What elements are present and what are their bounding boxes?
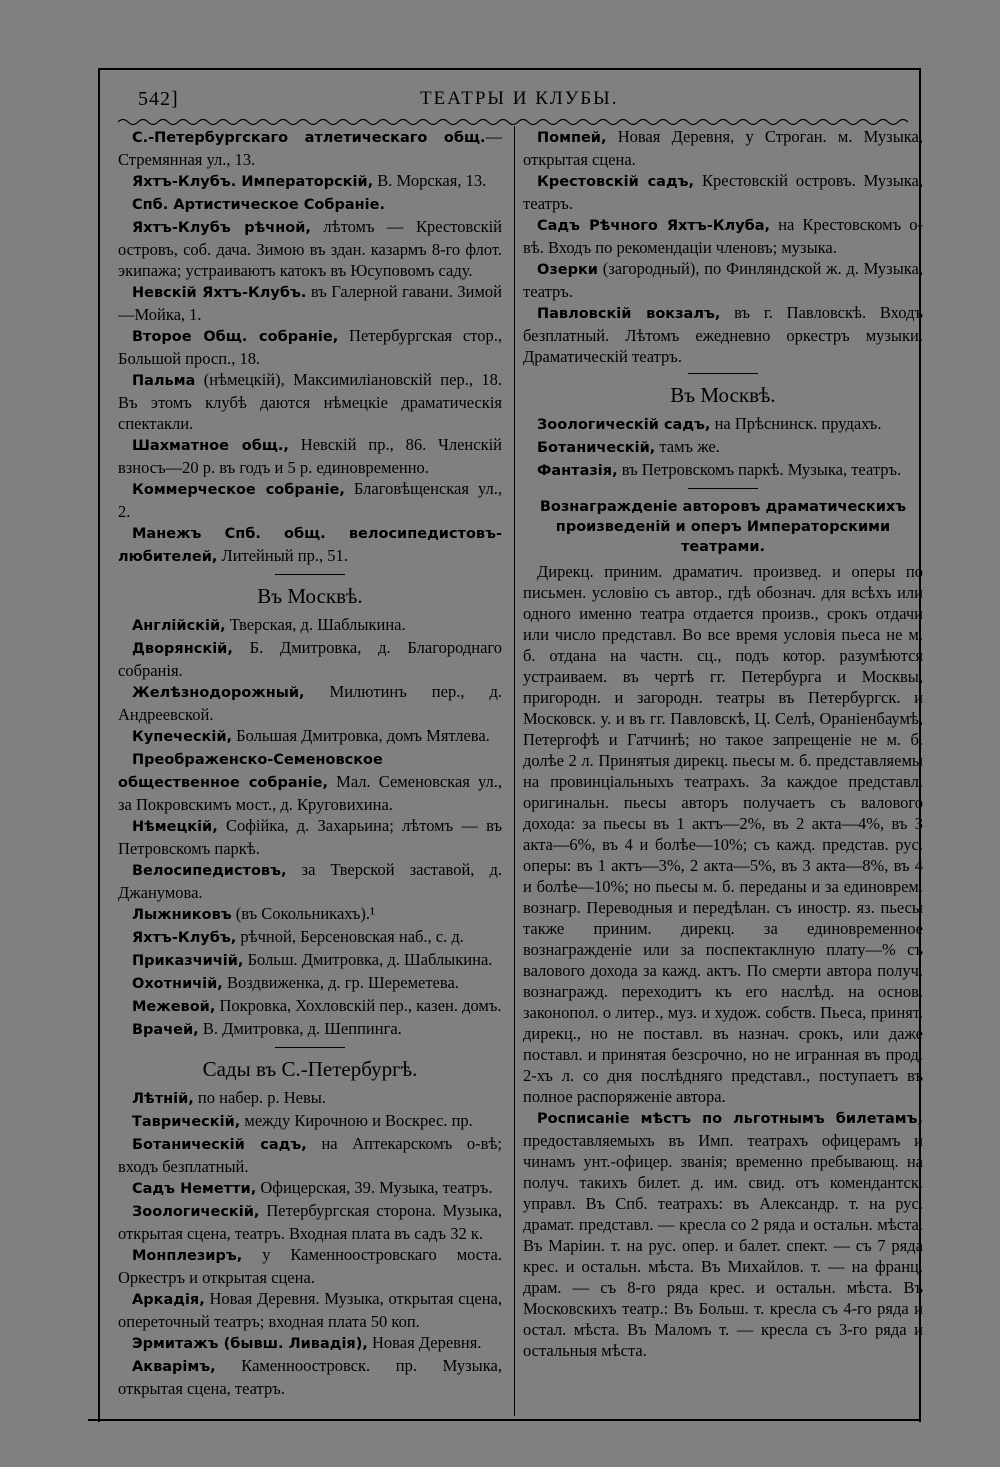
directory-entry xyxy=(118,614,502,637)
directory-entry xyxy=(523,436,923,459)
entry-details: Новая Деревня, у Строган. м. Музыка, открытая сцена. xyxy=(523,127,923,169)
separator-rule xyxy=(275,574,345,575)
directory-entry xyxy=(523,302,923,367)
entry-details: Литейный пр., 51. xyxy=(217,546,348,565)
entry-name: Желѣзнодорожный, xyxy=(132,685,305,701)
entry-details: лѣтомъ — Крестовскій островъ, соб. дача. Зимою въ здан. казармъ 8-го флот. экипажа; устраиваютъ катокъ въ Юсуповомъ саду. xyxy=(118,217,502,280)
entry-name: Приказчичій, xyxy=(132,953,244,969)
entry-details: Больш. Дмитровка, д. Шаблыкина. xyxy=(243,950,493,969)
entry-details: Тверская, д. Шаблыкина. xyxy=(225,615,406,634)
entry-name: Таврическій, xyxy=(132,1114,241,1130)
entry-name: Врачей, xyxy=(132,1022,199,1038)
spb-clubs-list xyxy=(118,126,502,568)
entry-details: Софійка, д. Захарьина; лѣтомъ — въ Петровскомъ паркѣ. xyxy=(118,816,502,858)
entry-name: Зоологическій, xyxy=(132,1204,260,1220)
directory-entry xyxy=(118,859,502,903)
entry-details: (загородный), по Финляндской ж. д. Музыка, театръ. xyxy=(523,259,923,301)
entry-name: Зоологическій садъ, xyxy=(537,417,711,433)
directory-entry xyxy=(118,995,502,1018)
seats-paragraph xyxy=(523,1107,923,1361)
directory-entry xyxy=(118,926,502,949)
directory-entry xyxy=(523,413,923,436)
seats-text: предоставляемыхъ въ Имп. театрахъ офицерамъ и чинамъ унт.-офицер. званія; временно пребывающ. на получ. такихъ билет. д. им. свид. отъ комендантск. управл. Въ Спб. театрахъ: въ Александр. т. на рус. драмат. представл. — кресла со 2 ряда и остальн. мѣста. Въ Маріин. т. на рус. опер. и балет. спект. — съ 7 ряда крес. и остальн. мѣста. Въ Михайлов. т. — на франц. драм. — съ 8-го ряда крес. и остальн. мѣста. Въ Московскихъ театр.: Въ Больш. т. кресла съ 4-го ряда и остал. мѣста. Въ Маломъ т. — кресла съ 3-го ряда и остальныя мѣста. xyxy=(523,1131,923,1360)
directory-entry xyxy=(118,903,502,926)
entry-details: по набер. р. Невы. xyxy=(193,1088,327,1107)
entry-details: Петербургская стор., Большой просп., 18. xyxy=(118,326,502,368)
spb-gardens-list-cont xyxy=(523,126,923,367)
entry-details: (въ Сокольникахъ).¹ xyxy=(231,904,375,923)
entry-details: Воздвиженка, д. гр. Шереметева. xyxy=(222,973,459,992)
entry-name: Второе Общ. собраніе, xyxy=(132,329,339,345)
entry-details: Каменноостровск. пр. Музыка, открытая сцена, театръ. xyxy=(118,1356,502,1398)
entry-name: Садъ Неметти, xyxy=(132,1181,257,1197)
directory-entry xyxy=(118,681,502,725)
entry-details: Офицерская, 39. Музыка, театръ. xyxy=(256,1178,493,1197)
directory-entry xyxy=(118,325,502,369)
entry-name: Помпей, xyxy=(537,130,607,146)
entry-details: за Тверской заставой, д. Джанумова. xyxy=(118,860,502,902)
moscow-gardens-heading: Въ Москвѣ. xyxy=(670,383,776,407)
entry-name: Велосипедистовъ, xyxy=(132,863,287,879)
right-column xyxy=(523,126,923,1361)
directory-entry xyxy=(118,1288,502,1332)
directory-entry xyxy=(118,815,502,859)
directory-entry xyxy=(118,637,502,681)
entry-name: Купеческій, xyxy=(132,729,233,745)
entry-details: на Крестовскомъ о-вѣ. Входъ по рекомендаціи членовъ; музыка. xyxy=(523,215,924,257)
entry-name: Нѣмецкій, xyxy=(132,819,218,835)
bottom-rule xyxy=(88,1419,920,1421)
entry-name: Эрмитажъ (бывш. Ливадія), xyxy=(132,1336,368,1352)
directory-entry xyxy=(118,170,502,193)
directory-entry xyxy=(118,1110,502,1133)
column-divider xyxy=(514,126,515,1416)
entry-name: Акварімъ, xyxy=(132,1359,216,1375)
entry-name: Шахматное общ., xyxy=(132,438,289,454)
entry-details: рѣчной, Берсеновская наб., с. д. xyxy=(236,927,464,946)
directory-entry xyxy=(118,1244,502,1288)
entry-name: Невскій Яхтъ-Клубъ. xyxy=(132,285,307,301)
directory-entry xyxy=(118,1087,502,1110)
entry-details: тамъ же. xyxy=(655,437,720,456)
directory-entry xyxy=(523,126,923,170)
separator-rule xyxy=(275,1047,345,1048)
entry-details: Невскій пр., 86. Членскій взносъ—20 р. въ годъ и 5 р. единовременно. xyxy=(118,435,502,477)
entry-details: между Кирочною и Воскрес. пр. xyxy=(240,1111,473,1130)
directory-entry xyxy=(118,972,502,995)
entry-name: Аркадія, xyxy=(132,1292,205,1308)
entry-name: Ботаническій, xyxy=(537,440,656,456)
entry-details: Б. Дмитровка, д. Благороднаго собранія. xyxy=(118,638,502,680)
entry-name: Манежъ Спб. общ. велосипедистовъ-любителей, xyxy=(118,526,502,565)
directory-entry xyxy=(523,170,923,214)
entry-details: В. Дмитровка, д. Шеппинга. xyxy=(198,1019,402,1038)
entry-details: Новая Деревня. xyxy=(367,1333,482,1352)
directory-entry xyxy=(118,748,502,815)
moscow-clubs-list xyxy=(118,614,502,1041)
entry-name: С.-Петербургскаго атлетическаго общ. xyxy=(132,130,486,146)
directory-entry xyxy=(118,522,502,568)
directory-entry xyxy=(118,725,502,748)
entry-details: Благовѣщенская ул., 2. xyxy=(118,479,502,521)
entry-name: Спб. Артистическое Собраніе. xyxy=(132,197,385,213)
entry-details: В. Морская, 13. xyxy=(373,171,487,190)
entry-name: Лѣтній, xyxy=(132,1091,194,1107)
entry-details: въ Галерной гавани. Зимой—Мойка, 1. xyxy=(118,282,502,324)
directory-entry xyxy=(118,434,502,478)
entry-details: (нѣмецкій), Максимиліановскій пер., 18. Въ этомъ клубѣ даются нѣмецкіе драматическія спектакли. xyxy=(118,370,502,433)
entry-name: Яхтъ-Клубъ рѣчной, xyxy=(132,220,311,236)
entry-name: Англійскій, xyxy=(132,618,226,634)
entry-details: у Каменноостровскаго моста. Оркестръ и открытая сцена. xyxy=(118,1245,502,1287)
directory-entry xyxy=(118,949,502,972)
directory-entry xyxy=(118,1018,502,1041)
spb-gardens-heading: Сады въ С.-Петербургѣ. xyxy=(202,1057,418,1081)
reward-paragraph: Дирекц. приним. драматич. произвед. и оперы по письмен. условію съ автор., гдѣ обознач. для всѣхъ или одного именно театра отдается произв., срокъ отдачи или число представл. Во все время условія пьеса не м. б. отдана на частн. сц., подъ котор. разумѣются устраиваем. въ чертѣ гг. Петербурга и Москвы, пригородн. и загородн. театры въ Петербургск. и Московск. у. и въ гг. Павловскѣ, Ц. Селѣ, Ораніенбаумѣ, Петергофѣ и Гатчинѣ; но такое запрещеніе не м. б. долѣе 2 л. Принятыя дирекц. пьесы м. б. представляемы на провинціальныхъ театрахъ. За каждое представл. оригинальн. пьесы авторъ получаетъ съ валового дохода: за пьесы въ 1 актъ—2%, въ 2 акта—4%, въ 3 акта—6%, въ 4 и болѣе—10%; съ кажд. представ. рус. оперы: въ 1 актъ—3%, 2 акта—5%, въ 3 акта—8%, въ 4 и болѣе—10%; но пьесы м. б. переданы и за единоврем. вознагр. Переводныя и передѣлан. съ иностр. яз. пьесы также приним. дирекц. за единовременное вознагражденіе или за поспектаклную плату—% съ валового дохода за кажд. актъ. По смерти автора получ. вознагражд. переходитъ къ его наслѣд. на основ. законопол. о литер., муз. и худож. собств. Пьеса, принят. дирекц., но не поставл. въ назнач. срокъ, или даже поставл. и принятая безсрочно, но не игранная въ прод. 2-хъ л. со дня послѣдняго представл., поступаетъ въ полное распоряженіе автора. xyxy=(523,562,923,1106)
running-title: ТЕАТРЫ И КЛУБЫ. xyxy=(420,88,619,109)
entry-name: Фантазія, xyxy=(537,463,618,479)
directory-entry xyxy=(523,214,923,258)
directory-entry xyxy=(523,258,923,302)
entry-name: Садъ Рѣчного Яхтъ-Клуба, xyxy=(537,218,771,234)
spb-gardens-list xyxy=(118,1087,502,1399)
entry-details: Большая Дмитровка, домъ Мятлева. xyxy=(232,726,490,745)
entry-details: — Стремянная ул., 13. xyxy=(118,127,502,169)
directory-entry xyxy=(118,369,502,434)
entry-details: на Прѣснинск. прудахъ. xyxy=(710,414,882,433)
directory-entry xyxy=(118,1177,502,1200)
directory-entry xyxy=(118,1332,502,1355)
seats-title: Росписаніе мѣстъ по льготнымъ билетамъ, xyxy=(537,1111,923,1127)
directory-entry xyxy=(118,1355,502,1399)
reward-heading: Вознагражденіе авторовъ драматическихъ произведеній и оперъ Императорскими театрами. xyxy=(539,499,907,555)
entry-name: Преображенско-Семеновское общественное собраніе, xyxy=(118,752,383,791)
page-number: 542] xyxy=(138,88,179,110)
entry-name: Пальма xyxy=(132,373,196,389)
entry-details: Милютинъ пер., д. Андреевской. xyxy=(118,682,502,724)
entry-name: Межевой, xyxy=(132,999,216,1015)
moscow-clubs-heading: Въ Москвѣ. xyxy=(257,584,363,608)
entry-name: Озерки xyxy=(537,262,598,278)
entry-details: Новая Деревня. Музыка, открытая сцена, опереточный театръ; входная плата 50 коп. xyxy=(118,1289,502,1331)
entry-details: въ г. Павловскѣ. Входъ безплатный. Лѣтомъ ежедневно оркестръ музыки. Драматическій театръ. xyxy=(523,303,924,366)
entry-details: Крестовскій островъ. Музыка, театръ. xyxy=(523,171,923,213)
entry-name: Яхтъ-Клубъ. Императорскій, xyxy=(132,174,374,190)
entry-name: Павловскій вокзалъ, xyxy=(537,306,721,322)
directory-entry xyxy=(118,478,502,522)
directory-entry xyxy=(118,281,502,325)
entry-details: Мал. Семеновская ул., за Покровскимъ мост., д. Круговихина. xyxy=(118,772,502,814)
entry-details: въ Петровскомъ паркѣ. Музыка, театръ. xyxy=(617,460,902,479)
entry-name: Охотничій, xyxy=(132,976,223,992)
directory-entry xyxy=(118,1200,502,1244)
entry-name: Крестовскій садъ, xyxy=(537,174,695,190)
entry-name: Ботаническій садъ, xyxy=(132,1137,307,1153)
directory-entry xyxy=(118,126,502,170)
entry-name: Коммерческое собраніе, xyxy=(132,482,345,498)
entry-name: Дворянскій, xyxy=(132,641,233,657)
directory-entry xyxy=(523,459,923,482)
entry-name: Монплезиръ, xyxy=(132,1248,243,1264)
entry-name: Лыжниковъ xyxy=(132,907,232,923)
entry-name: Яхтъ-Клубъ, xyxy=(132,930,237,946)
left-column xyxy=(118,126,502,1399)
entry-details: Петербургская сторона. Музыка, открытая сцена, театръ. Входная плата въ садъ 32 к. xyxy=(118,1201,502,1243)
moscow-gardens-list xyxy=(523,413,923,482)
directory-entry xyxy=(118,1133,502,1177)
entry-details: на Аптекарскомъ о-вѣ; входъ безплатный. xyxy=(118,1134,503,1176)
separator-rule xyxy=(688,373,758,374)
directory-entry xyxy=(118,193,502,216)
separator-rule xyxy=(688,488,758,489)
directory-entry xyxy=(118,216,502,281)
entry-details: Покровка, Хохловскій пер., казен. домъ. xyxy=(215,996,502,1015)
